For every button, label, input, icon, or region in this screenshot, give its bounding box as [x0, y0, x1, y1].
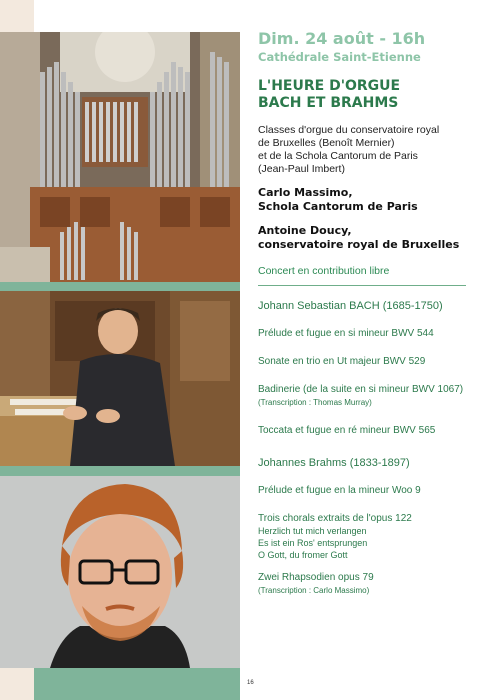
event-content [258, 30, 478, 597]
organ-image [0, 32, 240, 282]
piece-bwv529: Sonate en trio en Ut majeur BWV 529 [258, 356, 426, 367]
event-date: Dim. 24 août - 16h [258, 29, 426, 48]
chorale-title: Es ist ein Ros' entsprungen [258, 538, 368, 548]
photo-column [0, 0, 240, 700]
desc-line: et de la Schola Cantorum de Paris [258, 150, 418, 162]
artist-name: Carlo Massimo, [258, 186, 353, 199]
contribution-note: Concert en contribution libre [258, 265, 390, 277]
piece-title: Zwei Rhapsodien opus 79 [258, 572, 374, 583]
green-strip-2 [0, 466, 240, 476]
piece-note: (Transcription : Carlo Massimo) [258, 586, 370, 595]
piece-note: (Transcription : Thomas Murray) [258, 398, 372, 407]
piece-woo9: Prélude et fugue en la mineur Woo 9 [258, 485, 421, 496]
artist-affiliation: conservatoire royal de Bruxelles [258, 238, 460, 251]
page-number: 16 [247, 680, 254, 686]
piece-bwv544: Prélude et fugue en si mineur BWV 544 [258, 328, 434, 339]
organ-photo [0, 32, 240, 282]
chorale-title: O Gott, du fromer Gott [258, 550, 348, 560]
piece-title: Trois chorals extraits de l'opus 122 [258, 513, 412, 524]
artist-antoine [258, 224, 478, 252]
desc-line: (Jean-Paul Imbert) [258, 163, 345, 175]
artist-name: Antoine Doucy, [258, 224, 352, 237]
composer-brahms: Johannes Brahms (1833-1897) [258, 457, 410, 469]
section-divider [258, 285, 466, 286]
piece-bwv565: Toccata et fugue en ré mineur BWV 565 [258, 425, 436, 436]
event-title [258, 78, 478, 112]
piece-badinerie [258, 383, 478, 409]
artist-affiliation: Schola Cantorum de Paris [258, 200, 418, 213]
chorale-title: Herzlich tut mich verlangen [258, 526, 367, 536]
desc-line: Classes d'orgue du conservatoire royal [258, 124, 440, 136]
portrait-photo [0, 476, 240, 668]
cream-band-top [0, 0, 34, 32]
desc-line: de Bruxelles (Benoît Mernier) [258, 137, 395, 149]
green-strip-1 [0, 282, 240, 291]
organist-photo [0, 291, 240, 466]
portrait-image [0, 476, 240, 668]
event-venue: Cathédrale Saint-Etienne [258, 50, 421, 64]
event-description [258, 124, 478, 176]
artist-carlo [258, 186, 478, 214]
title-line-1: L'HEURE D'ORGUE [258, 78, 401, 94]
organist-image [0, 291, 240, 466]
piece-chorals [258, 512, 478, 561]
cream-band-bottom [0, 668, 34, 700]
composer-bach: Johann Sebastian BACH (1685-1750) [258, 300, 443, 312]
title-line-2: BACH ET BRAHMS [258, 95, 399, 111]
piece-title: Badinerie (de la suite en si mineur BWV 1067) [258, 384, 464, 395]
green-strip-bottom [34, 668, 240, 700]
piece-rhapsodien [258, 571, 478, 597]
